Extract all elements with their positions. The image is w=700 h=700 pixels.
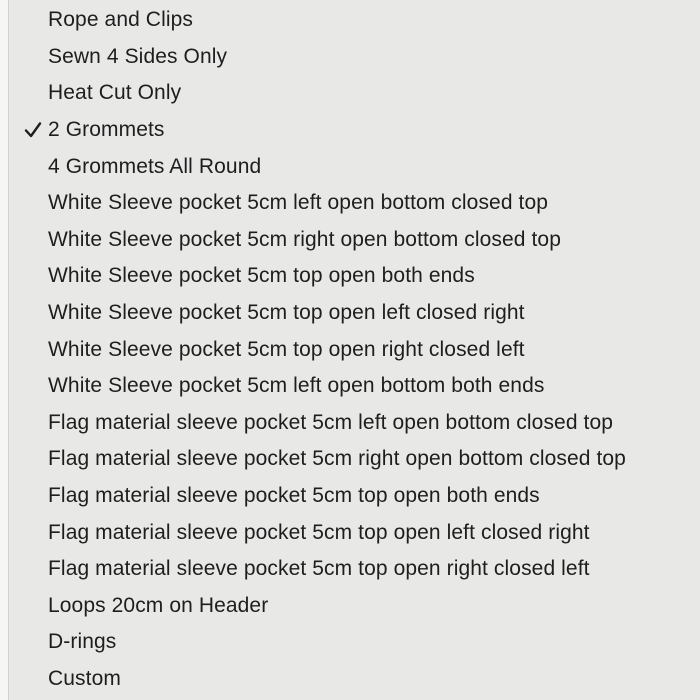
menu-item-white-sleeve-top-open-both-ends[interactable] [9,258,700,295]
menu-item-label: White Sleeve pocket 5cm top open right closed left [48,337,525,361]
menu-item-label: White Sleeve pocket 5cm top open left closed right [48,301,525,325]
menu-item-loops-20cm-on-header[interactable] [9,588,700,625]
menu-item-label: Flag material sleeve pocket 5cm top open left closed right [48,520,590,544]
menu-item-label: Loops 20cm on Header [48,593,269,617]
menu-item-label: White Sleeve pocket 5cm top open both ends [48,264,475,288]
menu-item-label: Flag material sleeve pocket 5cm top open both ends [48,484,540,508]
menu-item-label: Flag material sleeve pocket 5cm top open right closed left [48,557,590,581]
menu-item-label: Custom [48,667,121,691]
checkmark-icon [23,120,43,140]
menu-item-label: Flag material sleeve pocket 5cm right open bottom closed top [48,447,626,471]
menu-item-label: Rope and Clips [48,8,193,32]
menu-item-white-sleeve-left-open-bottom-closed-top[interactable] [9,185,700,222]
menu-item-2-grommets[interactable] [9,112,700,149]
menu-item-white-sleeve-right-open-bottom-closed-top[interactable] [9,222,700,259]
menu-item-label: Heat Cut Only [48,81,182,105]
menu-item-label: 2 Grommets [48,118,165,142]
menu-item-label: 4 Grommets All Round [48,154,262,178]
menu-item-label: Flag material sleeve pocket 5cm left open bottom closed top [48,410,614,434]
menu-item-flag-sleeve-right-open-bottom-closed-top[interactable] [9,441,700,478]
menu-item-flag-sleeve-top-open-right-closed-left[interactable] [9,551,700,588]
menu-item-label: White Sleeve pocket 5cm right open bottom closed top [48,227,561,251]
menu-item-sewn-4-sides-only[interactable] [9,39,700,76]
menu-item-white-sleeve-top-open-left-closed-right[interactable] [9,295,700,332]
background-window-edge [0,0,8,700]
menu-item-custom[interactable] [9,661,700,698]
menu-item-flag-sleeve-top-open-both-ends[interactable] [9,478,700,515]
menu-item-flag-sleeve-left-open-bottom-closed-top[interactable] [9,405,700,442]
menu-item-white-sleeve-left-open-bottom-both-ends[interactable] [9,368,700,405]
menu-item-4-grommets-all-round[interactable] [9,148,700,185]
menu-item-heat-cut-only[interactable] [9,75,700,112]
menu-item-rope-and-clips[interactable] [9,2,700,39]
menu-item-white-sleeve-top-open-right-closed-left[interactable] [9,331,700,368]
menu-item-label: White Sleeve pocket 5cm left open bottom both ends [48,374,545,398]
menu-item-d-rings[interactable] [9,624,700,661]
dropdown-menu [8,0,700,700]
menu-item-label: D-rings [48,630,117,654]
menu-item-label: White Sleeve pocket 5cm left open bottom closed top [48,191,549,215]
menu-item-label: Sewn 4 Sides Only [48,44,228,68]
menu-item-flag-sleeve-top-open-left-closed-right[interactable] [9,514,700,551]
